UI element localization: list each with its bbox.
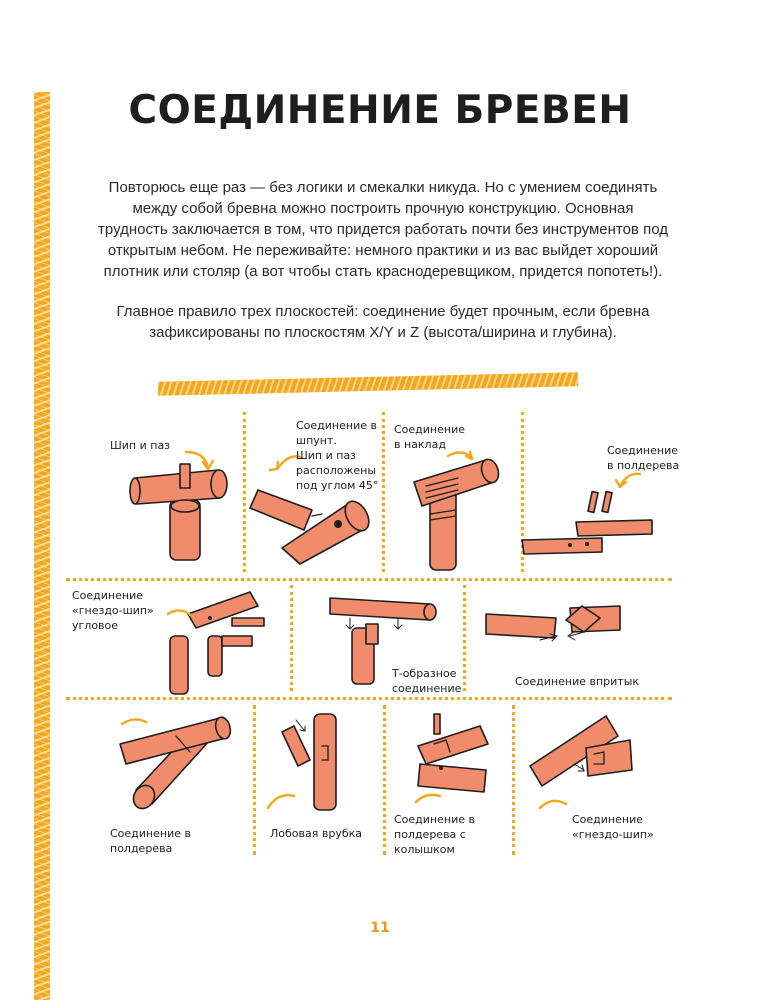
joint-label-half-lap-peg: Соединение в полдерева с колышком <box>394 813 475 856</box>
joint-label-half-lap: Соединение в полдерева <box>607 444 680 472</box>
joint-label-tongue-groove: Соединение в шпунт. Шип и паз расположены под углом 45° <box>296 419 379 492</box>
tenon-mortise-joint-icon <box>130 452 227 560</box>
joint-label-overlap: Соединение в наклад <box>394 423 466 451</box>
page-number: 11 <box>370 920 390 936</box>
cross-half-lap-joint-icon <box>120 716 233 813</box>
butt-joint-icon <box>486 606 620 641</box>
mortise-tenon-joint-icon <box>530 716 632 808</box>
joint-label-butt: Соединение впритык <box>515 675 640 688</box>
intro-paragraph: Повторюсь еще раз — без логики и смекалки никуда. Но с умением соединять между собой бревна можно построить прочную конструкцию. Основная трудность заключается в том, что придется работать почти без инструментов под открытым небом. Не переживайте: немного практики и из вас выйдет хороший плотник или столяр (а вот чтобы стать краснодеревщиком, придется попотеть!). <box>98 179 668 280</box>
half-lap-peg-joint-icon <box>416 714 488 802</box>
page-title: СОЕДИНЕНИЕ БРЕВЕН <box>128 88 632 133</box>
frontal-notch-joint-icon <box>268 714 336 810</box>
joint-label-cross-half-lap: Соединение в полдерева <box>110 827 191 855</box>
joint-label-frontal-notch: Лобовая врубка <box>270 827 362 840</box>
corner-mortise-tenon-joint-icon <box>168 592 264 694</box>
half-lap-joint-icon <box>522 474 652 554</box>
joint-label-mortise-tenon: Соединение «гнездо-шип» <box>572 813 654 841</box>
rule-paragraph: Главное правило трех плоскостей: соединение будет прочным, если бревна зафиксированы по плоскостям X/Y и Z (высота/ширина и глубина). <box>116 303 650 341</box>
overlap-joint-icon <box>414 452 501 570</box>
joint-label-t-joint: Т-образное соединение <box>392 667 462 695</box>
joint-label-tenon-mortise: Шип и паз <box>110 439 171 452</box>
joint-label-corner-mortise-tenon: Соединение «гнездо-шип» угловое <box>72 589 154 632</box>
